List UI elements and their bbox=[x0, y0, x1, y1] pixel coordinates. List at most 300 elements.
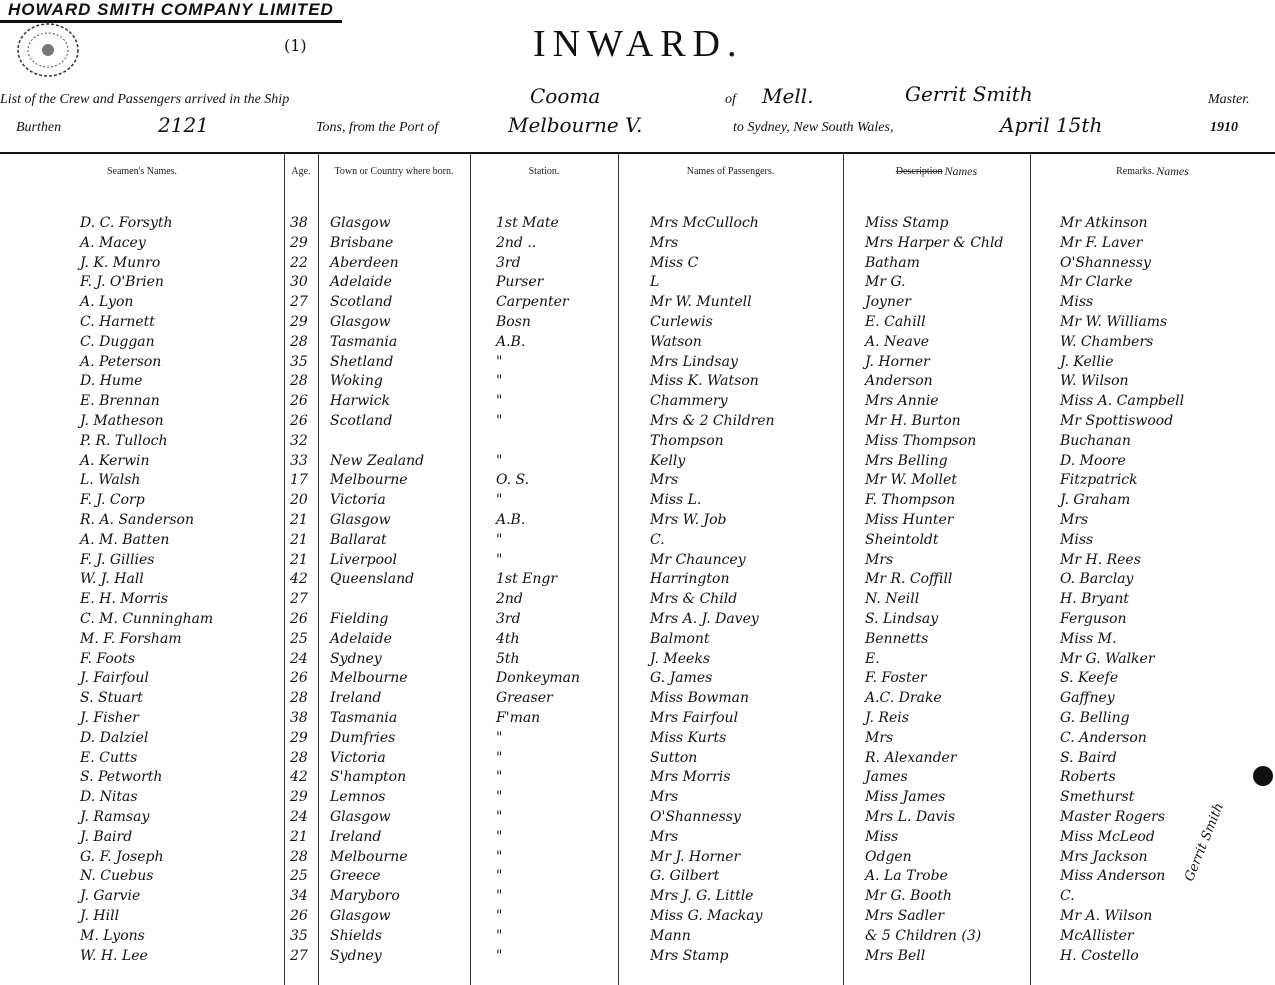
seaman-age: 30 bbox=[290, 274, 308, 290]
passenger-name: Chammery bbox=[650, 393, 728, 409]
passenger-name-col3: O. Barclay bbox=[1060, 571, 1134, 587]
seaman-birthplace: Tasmania bbox=[330, 710, 398, 726]
table-row bbox=[0, 808, 1275, 828]
passenger-name-col2: Mrs Harper & Chld bbox=[865, 235, 1004, 251]
table-row bbox=[0, 887, 1275, 907]
seaman-age: 29 bbox=[290, 789, 308, 805]
table-row bbox=[0, 273, 1275, 293]
column-header-age: Age. bbox=[291, 165, 311, 177]
seaman-name: M. F. Forsham bbox=[80, 631, 182, 647]
seaman-station: 3rd bbox=[496, 611, 521, 627]
table-row bbox=[0, 729, 1275, 749]
seaman-station: Greaser bbox=[496, 690, 553, 706]
column-header-passengers: Names of Passengers. bbox=[686, 165, 775, 177]
passenger-name-col2: Joyner bbox=[865, 294, 911, 310]
master-name: Gerrit Smith bbox=[905, 82, 1033, 106]
seaman-station: Carpenter bbox=[496, 294, 569, 310]
passenger-name: Mrs & 2 Children bbox=[650, 413, 775, 429]
seaman-birthplace: Maryboro bbox=[330, 888, 400, 904]
seaman-name: L. Walsh bbox=[80, 472, 141, 488]
passenger-name-col3: D. Moore bbox=[1060, 453, 1126, 469]
passenger-name: Miss C bbox=[650, 255, 699, 271]
seaman-station: 2nd .. bbox=[496, 235, 537, 251]
seaman-age: 34 bbox=[290, 888, 308, 904]
passenger-name-col3: G. Belling bbox=[1060, 710, 1130, 726]
page-title: INWARD. bbox=[533, 23, 744, 65]
passenger-name-col2: Mrs Sadler bbox=[865, 908, 945, 924]
passenger-name-col2: F. Thompson bbox=[865, 492, 956, 508]
passenger-name-col3: Miss A. Campbell bbox=[1060, 393, 1185, 409]
seaman-station: F'man bbox=[496, 710, 541, 726]
seaman-birthplace: Adelaide bbox=[330, 274, 392, 290]
passenger-name-col2: A.C. Drake bbox=[865, 690, 942, 706]
table-row bbox=[0, 511, 1275, 531]
seaman-name: J. Garvie bbox=[80, 888, 141, 904]
passenger-name-col2: Mrs Annie bbox=[865, 393, 939, 409]
passenger-name-col3: Mr Spottiswood bbox=[1060, 413, 1174, 429]
passenger-name-col3: Mr G. Walker bbox=[1060, 651, 1155, 667]
passenger-name: O'Shannessy bbox=[650, 809, 741, 825]
seaman-birthplace: Melbourne bbox=[330, 670, 408, 686]
table-row bbox=[0, 234, 1275, 254]
seaman-age: 35 bbox=[290, 354, 308, 370]
passenger-name-col2: Sheintoldt bbox=[865, 532, 939, 548]
seaman-station: Purser bbox=[496, 274, 544, 290]
passenger-name-col3: Ferguson bbox=[1060, 611, 1127, 627]
passenger-name-col3: Master Rogers bbox=[1060, 809, 1166, 825]
passenger-name: Mrs bbox=[650, 829, 679, 845]
table-row bbox=[0, 709, 1275, 729]
seaman-station: 1st Engr bbox=[496, 571, 558, 587]
ship-registry: Mell. bbox=[762, 84, 814, 108]
table-row bbox=[0, 313, 1275, 333]
passenger-name-col3: H. Bryant bbox=[1060, 591, 1129, 607]
table-row bbox=[0, 768, 1275, 788]
seaman-age: 17 bbox=[290, 472, 308, 488]
seaman-age: 35 bbox=[290, 928, 308, 944]
passenger-name-col3: Miss bbox=[1060, 294, 1094, 310]
seaman-birthplace: Harwick bbox=[330, 393, 391, 409]
seaman-name: W. H. Lee bbox=[80, 948, 148, 964]
seaman-age: 21 bbox=[290, 552, 308, 568]
passenger-name-col2: Mrs bbox=[865, 730, 894, 746]
seal-stamp-icon bbox=[10, 16, 80, 78]
arrival-year: 1910 bbox=[1210, 120, 1238, 135]
passenger-name-col2: A. Neave bbox=[865, 334, 930, 350]
seaman-station: " bbox=[496, 888, 503, 904]
table-row bbox=[0, 353, 1275, 373]
passenger-name: Miss Bowman bbox=[650, 690, 749, 706]
passenger-name: Mrs & Child bbox=[650, 591, 738, 607]
seaman-birthplace: Lemnos bbox=[330, 789, 386, 805]
seaman-birthplace: Glasgow bbox=[330, 809, 391, 825]
passenger-name: Miss Kurts bbox=[650, 730, 727, 746]
table-row bbox=[0, 452, 1275, 472]
passenger-name: J. Meeks bbox=[650, 651, 710, 667]
seaman-name: J. Matheson bbox=[80, 413, 164, 429]
seaman-station: O. S. bbox=[496, 472, 530, 488]
column-header-description bbox=[843, 158, 1030, 184]
seaman-age: 27 bbox=[290, 294, 308, 310]
seaman-name: F. J. Corp bbox=[80, 492, 145, 508]
seaman-station: " bbox=[496, 413, 503, 429]
passenger-name: Kelly bbox=[650, 453, 686, 469]
seaman-age: 26 bbox=[290, 393, 308, 409]
passenger-name-col2: Miss bbox=[865, 829, 899, 845]
seaman-age: 33 bbox=[290, 453, 308, 469]
seaman-birthplace: Shields bbox=[330, 928, 382, 944]
passenger-name-col2: Batham bbox=[865, 255, 920, 271]
seaman-station: " bbox=[496, 373, 503, 389]
passenger-name-col2: Mrs Belling bbox=[865, 453, 948, 469]
table-row bbox=[0, 689, 1275, 709]
seaman-age: 38 bbox=[290, 710, 308, 726]
burthen-value: 2121 bbox=[158, 113, 209, 137]
passenger-name-col2: Mr W. Mollet bbox=[865, 472, 957, 488]
passenger-name-col3: S. Baird bbox=[1060, 750, 1117, 766]
passenger-name-col2: Mr R. Coffill bbox=[865, 571, 953, 587]
table-row bbox=[0, 927, 1275, 947]
seaman-birthplace: Ballarat bbox=[330, 532, 387, 548]
seaman-station: 3rd bbox=[496, 255, 521, 271]
seaman-birthplace: Sydney bbox=[330, 651, 382, 667]
table-row bbox=[0, 669, 1275, 689]
arrival-date: April 15th bbox=[1000, 113, 1103, 137]
passenger-name-col3: Mr F. Laver bbox=[1060, 235, 1143, 251]
passenger-name-col3: H. Costello bbox=[1060, 948, 1139, 964]
passenger-name-col2: Mr H. Burton bbox=[865, 413, 961, 429]
passenger-name-col2: James bbox=[865, 769, 908, 785]
seaman-name: J. Fairfoul bbox=[80, 670, 149, 686]
passenger-name-col3: Mr H. Rees bbox=[1060, 552, 1141, 568]
seaman-station: A.B. bbox=[496, 512, 526, 528]
seaman-name: F. J. O'Brien bbox=[80, 274, 164, 290]
seaman-name: M. Lyons bbox=[80, 928, 145, 944]
seaman-birthplace: Melbourne bbox=[330, 849, 408, 865]
company-name: HOWARD SMITH COMPANY LIMITED bbox=[0, 0, 342, 23]
seaman-age: 28 bbox=[290, 373, 308, 389]
table-row bbox=[0, 867, 1275, 887]
seaman-name: A. Lyon bbox=[80, 294, 134, 310]
seaman-name: E. Cutts bbox=[80, 750, 138, 766]
seaman-station: " bbox=[496, 730, 503, 746]
seaman-birthplace: Victoria bbox=[330, 492, 386, 508]
seaman-name: E. H. Morris bbox=[80, 591, 169, 607]
seaman-station: " bbox=[496, 868, 503, 884]
passenger-name-col2: Mr G. Booth bbox=[865, 888, 952, 904]
seaman-birthplace: Woking bbox=[330, 373, 383, 389]
seaman-name: C. M. Cunningham bbox=[80, 611, 214, 627]
seaman-name: F. J. Gillies bbox=[80, 552, 155, 568]
passenger-name-col2: E. bbox=[865, 651, 880, 667]
table-row bbox=[0, 749, 1275, 769]
table-row bbox=[0, 650, 1275, 670]
passenger-name-col2: Miss Thompson bbox=[865, 433, 977, 449]
passenger-name: Mrs W. Job bbox=[650, 512, 727, 528]
seaman-station: " bbox=[496, 532, 503, 548]
passenger-name: Mrs J. G. Little bbox=[650, 888, 754, 904]
passenger-name-col2: J. Horner bbox=[865, 354, 930, 370]
seaman-age: 29 bbox=[290, 730, 308, 746]
passenger-name-col3: J. Kellie bbox=[1060, 354, 1114, 370]
table-row bbox=[0, 907, 1275, 927]
seaman-age: 38 bbox=[290, 215, 308, 231]
passenger-name-col3: C. Anderson bbox=[1060, 730, 1147, 746]
remarks-label: Remarks. bbox=[1116, 165, 1155, 177]
seaman-name: A. Macey bbox=[80, 235, 146, 251]
seaman-age: 28 bbox=[290, 334, 308, 350]
passenger-name: Mrs bbox=[650, 235, 679, 251]
seaman-age: 27 bbox=[290, 948, 308, 964]
seaman-station: " bbox=[496, 354, 503, 370]
seaman-station: " bbox=[496, 948, 503, 964]
seaman-name: J. Baird bbox=[80, 829, 133, 845]
passenger-name: Mrs McCulloch bbox=[650, 215, 759, 231]
seaman-name: D. Hume bbox=[80, 373, 143, 389]
passenger-name: C. bbox=[650, 532, 665, 548]
seaman-name: J. K. Munro bbox=[80, 255, 161, 271]
seaman-station: Bosn bbox=[496, 314, 531, 330]
passenger-name-col2: F. Foster bbox=[865, 670, 927, 686]
seaman-birthplace: Ireland bbox=[330, 829, 382, 845]
passenger-name: Miss G. Mackay bbox=[650, 908, 763, 924]
passenger-name-col3: Fitzpatrick bbox=[1060, 472, 1138, 488]
seaman-name: J. Hill bbox=[80, 908, 120, 924]
seaman-name: J. Ramsay bbox=[80, 809, 150, 825]
passenger-name: Mrs Morris bbox=[650, 769, 731, 785]
column-header-seamen: Seamen's Names. bbox=[106, 165, 178, 177]
seaman-age: 42 bbox=[290, 769, 308, 785]
intro-list-text: List of the Crew and Passengers arrived in the Ship bbox=[0, 92, 290, 107]
folio-number: (1) bbox=[284, 36, 307, 55]
passenger-name-col3: Smethurst bbox=[1060, 789, 1135, 805]
passenger-name-col2: Miss Hunter bbox=[865, 512, 954, 528]
seaman-age: 21 bbox=[290, 829, 308, 845]
passenger-name-col3: Miss Anderson bbox=[1060, 868, 1166, 884]
seaman-age: 25 bbox=[290, 868, 308, 884]
column-header-remarks bbox=[1030, 158, 1275, 184]
description-handwritten: Names bbox=[944, 163, 978, 178]
seaman-birthplace: Scotland bbox=[330, 413, 393, 429]
seaman-birthplace: Glasgow bbox=[330, 215, 391, 231]
passenger-name: Miss L. bbox=[650, 492, 702, 508]
seaman-birthplace: Glasgow bbox=[330, 908, 391, 924]
seaman-name: D. C. Forsyth bbox=[80, 215, 173, 231]
seaman-name: P. R. Tulloch bbox=[80, 433, 168, 449]
passenger-name-col2: Mrs L. Davis bbox=[865, 809, 956, 825]
seaman-station: Donkeyman bbox=[496, 670, 580, 686]
passenger-name-col3: Mr Clarke bbox=[1060, 274, 1133, 290]
table-row bbox=[0, 491, 1275, 511]
seaman-station: 1st Mate bbox=[496, 215, 559, 231]
table-row bbox=[0, 333, 1275, 353]
passenger-name-col2: Odgen bbox=[865, 849, 912, 865]
passenger-name: Mrs bbox=[650, 789, 679, 805]
passenger-name-col2: Mr G. bbox=[865, 274, 906, 290]
seaman-birthplace: Greece bbox=[330, 868, 381, 884]
passenger-name-col2: J. Reis bbox=[865, 710, 909, 726]
passenger-name-col3: Mrs bbox=[1060, 512, 1089, 528]
passenger-name-col2: E. Cahill bbox=[865, 314, 926, 330]
seaman-station: " bbox=[496, 393, 503, 409]
table-row bbox=[0, 412, 1275, 432]
passenger-name-col3: Miss M. bbox=[1060, 631, 1117, 647]
seaman-birthplace: Liverpool bbox=[330, 552, 397, 568]
seaman-station: " bbox=[496, 849, 503, 865]
seaman-age: 28 bbox=[290, 690, 308, 706]
passenger-name-col3: C. bbox=[1060, 888, 1075, 904]
seaman-age: 28 bbox=[290, 849, 308, 865]
seaman-name: F. Foots bbox=[80, 651, 136, 667]
seaman-birthplace: Shetland bbox=[330, 354, 394, 370]
passenger-name-col2: Miss Stamp bbox=[865, 215, 949, 231]
passenger-name: Curlewis bbox=[650, 314, 713, 330]
passenger-name: Mrs Lindsay bbox=[650, 354, 738, 370]
seaman-age: 21 bbox=[290, 532, 308, 548]
table-row bbox=[0, 551, 1275, 571]
seaman-station: " bbox=[496, 453, 503, 469]
burthen-label: Burthen bbox=[16, 120, 62, 135]
passenger-name: Mr J. Horner bbox=[650, 849, 741, 865]
seaman-name: E. Brennan bbox=[80, 393, 160, 409]
table-row bbox=[0, 630, 1275, 650]
passenger-name-col3: J. Graham bbox=[1060, 492, 1131, 508]
seaman-birthplace: Dumfries bbox=[330, 730, 396, 746]
seaman-birthplace: Adelaide bbox=[330, 631, 392, 647]
passenger-name: Mr Chauncey bbox=[650, 552, 746, 568]
passenger-name-col3: McAllister bbox=[1060, 928, 1134, 944]
remarks-handwritten: Names bbox=[1156, 163, 1189, 178]
seaman-age: 28 bbox=[290, 750, 308, 766]
seaman-birthplace: Sydney bbox=[330, 948, 382, 964]
seaman-birthplace: Queensland bbox=[330, 571, 415, 587]
seaman-name: G. F. Joseph bbox=[80, 849, 164, 865]
passenger-name-col2: Bennetts bbox=[865, 631, 929, 647]
seaman-name: D. Nitas bbox=[80, 789, 138, 805]
passenger-name: Sutton bbox=[650, 750, 698, 766]
seaman-station: 4th bbox=[496, 631, 520, 647]
seaman-age: 26 bbox=[290, 670, 308, 686]
table-row bbox=[0, 531, 1275, 551]
passenger-name-col3: Mr W. Williams bbox=[1060, 314, 1168, 330]
seaman-birthplace: Victoria bbox=[330, 750, 386, 766]
seaman-age: 32 bbox=[290, 433, 308, 449]
seaman-birthplace: Aberdeen bbox=[330, 255, 399, 271]
header-rule bbox=[0, 152, 1275, 154]
passenger-name-col2: S. Lindsay bbox=[865, 611, 939, 627]
seaman-station: " bbox=[496, 492, 503, 508]
passenger-name: Balmont bbox=[650, 631, 710, 647]
passenger-name: Thompson bbox=[650, 433, 724, 449]
tons-text: Tons, from the Port of bbox=[316, 120, 439, 135]
seaman-birthplace: New Zealand bbox=[330, 453, 425, 469]
passenger-name: Mann bbox=[650, 928, 691, 944]
seaman-name: R. A. Sanderson bbox=[80, 512, 194, 528]
passenger-name: Miss K. Watson bbox=[650, 373, 759, 389]
seaman-birthplace: Glasgow bbox=[330, 314, 391, 330]
passenger-name-col2: R. Alexander bbox=[865, 750, 957, 766]
seaman-name: J. Fisher bbox=[80, 710, 139, 726]
passenger-name-col2: N. Neill bbox=[865, 591, 920, 607]
table-row bbox=[0, 570, 1275, 590]
passenger-name-col3: Gaffney bbox=[1060, 690, 1115, 706]
seaman-station: " bbox=[496, 829, 503, 845]
destination-text: to Sydney, New South Wales, bbox=[733, 120, 894, 135]
passenger-name: Watson bbox=[650, 334, 702, 350]
seaman-age: 26 bbox=[290, 908, 308, 924]
passenger-name-col2: & 5 Children (3) bbox=[865, 928, 982, 944]
table-row bbox=[0, 471, 1275, 491]
passenger-name: Mrs bbox=[650, 472, 679, 488]
margin-signature: Gerrit Smith bbox=[1182, 801, 1228, 884]
passenger-name: G. Gilbert bbox=[650, 868, 720, 884]
passenger-name-col3: S. Keefe bbox=[1060, 670, 1119, 686]
table-row bbox=[0, 590, 1275, 610]
seaman-age: 26 bbox=[290, 611, 308, 627]
seaman-name: C. Harnett bbox=[80, 314, 155, 330]
ink-blot bbox=[1253, 766, 1273, 786]
seaman-birthplace: Glasgow bbox=[330, 512, 391, 528]
passenger-name-col2: Anderson bbox=[865, 373, 933, 389]
passenger-name: Mrs A. J. Davey bbox=[650, 611, 759, 627]
table-row bbox=[0, 254, 1275, 274]
seaman-name: A. Peterson bbox=[80, 354, 162, 370]
table-row bbox=[0, 214, 1275, 234]
seaman-birthplace: Scotland bbox=[330, 294, 393, 310]
seaman-station: " bbox=[496, 928, 503, 944]
seaman-age: 29 bbox=[290, 235, 308, 251]
table-row bbox=[0, 828, 1275, 848]
passenger-name: Mrs Fairfoul bbox=[650, 710, 739, 726]
seaman-age: 42 bbox=[290, 571, 308, 587]
passenger-name-col3: O'Shannessy bbox=[1060, 255, 1151, 271]
seaman-age: 22 bbox=[290, 255, 308, 271]
intro-of-text: of bbox=[725, 92, 736, 107]
seaman-age: 26 bbox=[290, 413, 308, 429]
table-row bbox=[0, 848, 1275, 868]
seaman-age: 20 bbox=[290, 492, 308, 508]
passenger-name-col3: Mrs Jackson bbox=[1060, 849, 1148, 865]
passenger-name: L bbox=[650, 274, 660, 290]
seaman-station: " bbox=[496, 809, 503, 825]
seaman-station: 5th bbox=[496, 651, 520, 667]
seaman-station: 2nd bbox=[496, 591, 523, 607]
seaman-name: A. M. Batten bbox=[80, 532, 170, 548]
seaman-station: " bbox=[496, 552, 503, 568]
seaman-age: 24 bbox=[290, 809, 308, 825]
port-name: Melbourne V. bbox=[508, 113, 643, 137]
description-label: Description bbox=[895, 165, 943, 177]
seaman-station: " bbox=[496, 789, 503, 805]
table-row bbox=[0, 610, 1275, 630]
seaman-birthplace: Tasmania bbox=[330, 334, 398, 350]
passenger-name-col3: Roberts bbox=[1060, 769, 1116, 785]
passenger-name-col3: Buchanan bbox=[1060, 433, 1131, 449]
seaman-age: 21 bbox=[290, 512, 308, 528]
seaman-name: C. Duggan bbox=[80, 334, 155, 350]
passenger-name: Mrs Stamp bbox=[650, 948, 729, 964]
table-row bbox=[0, 947, 1275, 967]
passenger-name-col3: Mr Atkinson bbox=[1060, 215, 1148, 231]
column-header-station: Station. bbox=[528, 165, 560, 177]
table-row bbox=[0, 372, 1275, 392]
passenger-name: Mr W. Muntell bbox=[650, 294, 752, 310]
seaman-age: 24 bbox=[290, 651, 308, 667]
seaman-station: " bbox=[496, 908, 503, 924]
passenger-name-col2: Miss James bbox=[865, 789, 946, 805]
seaman-birthplace: Brisbane bbox=[330, 235, 394, 251]
seaman-name: N. Cuebus bbox=[80, 868, 154, 884]
